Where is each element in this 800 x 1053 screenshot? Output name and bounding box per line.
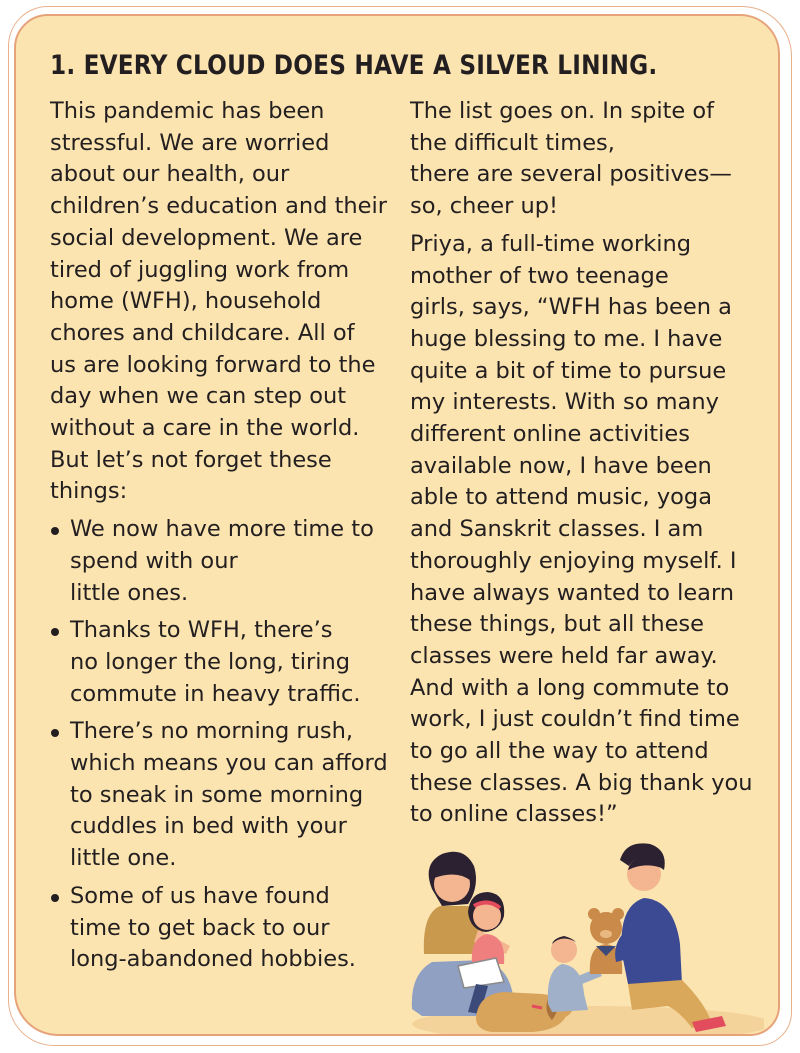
section-heading: 1. EVERY CLOUD DOES HAVE A SILVER LINING. [50, 50, 658, 81]
positives-list [50, 514, 400, 976]
priya-quote-paragraph: Priya, a full-time working mother of two teenage girls, says, “WFH has been a huge blessing to me. I have quite a bit of time to pursue my interests. With so many different online activities available now, I have been able to attend music, yoga and Sanskrit classes. I am thoroughly enjoying myself. I have always wanted to learn these things, but all these classes were held far away. And with a long commute to work, I just couldn’t find time to go all the way to attend these classes. A big thank you to online classes!” [410, 230, 753, 828]
left-column [50, 96, 400, 982]
content-card [14, 14, 780, 1036]
list-item [50, 615, 400, 710]
list-item-text: Thanks to WFH, there’s no longer the long, tiring commute in heavy traffic. [70, 617, 361, 707]
family-illustration-icon [392, 834, 764, 1036]
right-column [410, 96, 762, 831]
list-item-text: There’s no morning rush, which means you can afford to sneak in some morning cuddles in bed with your little one. [70, 718, 388, 872]
bullet-dot-icon [51, 628, 59, 636]
list-item [50, 881, 400, 976]
mother-figure [412, 852, 514, 1016]
intro-paragraph: This pandemic has been stressful. We are worried about our health, our children’s education and their social development. We are tired of juggling work from home (WFH), household chores and childcare. All of us are looking forward to the day when we can step out without a care in the world. But let’s not forget these things: [50, 98, 388, 505]
list-item [50, 716, 400, 875]
bullet-dot-icon [51, 894, 59, 902]
father-figure [615, 843, 726, 1032]
bullet-dot-icon [51, 527, 59, 535]
bullet-dot-icon [51, 729, 59, 737]
list-item-text: We now have more time to spend with our little ones. [70, 516, 374, 606]
list-item-text: Some of us have found time to get back to our long-abandoned hobbies. [70, 882, 356, 973]
list-item [50, 514, 400, 609]
list-goes-on-paragraph: The list goes on. In spite of the difficult times, there are several positives— so, cheer up! [410, 98, 732, 220]
